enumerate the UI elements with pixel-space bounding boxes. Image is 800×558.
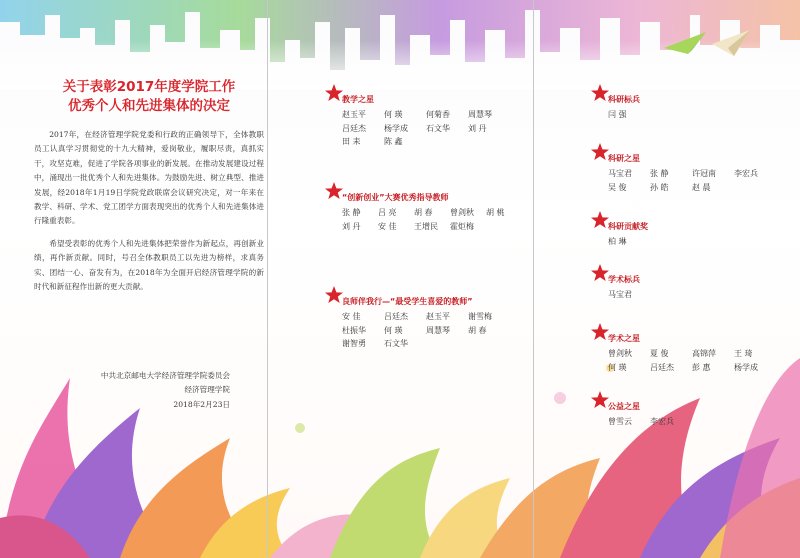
award-name: 闫 强 (608, 110, 627, 119)
award-names (608, 288, 644, 302)
red-star-icon (324, 285, 344, 305)
award-name: 李宏兵 (650, 417, 674, 426)
award-name: 赵玉平 (342, 110, 366, 119)
red-star-icon (324, 181, 344, 201)
signature-block (34, 369, 230, 412)
award-name: 陈 鑫 (384, 137, 403, 146)
award-title: “创新创业”大赛优秀指导教师 (342, 193, 449, 202)
award-title: 教学之星 (342, 95, 374, 104)
award-names (608, 415, 686, 429)
award-name: 高锦萍 (692, 349, 716, 358)
award-name: 赵 晨 (692, 182, 711, 192)
award-name: 胡 春 (414, 208, 433, 217)
signature-org: 中共北京邮电大学经济管理学院委员会 (100, 371, 230, 380)
award-name: 曾剑秋 (450, 208, 474, 217)
award-name: 杨学成 (384, 123, 408, 133)
award-name: 胡 桃 (486, 208, 505, 217)
signature-school: 经济管理学院 (184, 385, 230, 395)
award-name: 安 佳 (342, 312, 361, 321)
award-name: 何菊香 (426, 110, 450, 119)
award-title: 科研标兵 (608, 95, 640, 104)
award-names (342, 310, 504, 351)
award-name: 田 耒 (342, 137, 361, 146)
award-name: 吕廷杰 (650, 362, 674, 372)
red-star-icon (590, 83, 610, 103)
award-name: 谢雪梅 (468, 312, 492, 321)
red-star-icon (590, 322, 610, 342)
award-name: 马宝君 (608, 169, 632, 178)
award-name: 周慧琴 (468, 110, 492, 119)
award-block (330, 92, 504, 149)
award-name: 夏 俊 (650, 349, 669, 358)
award-name: 谢智勇 (342, 339, 366, 348)
award-name: 孙 皓 (650, 182, 669, 192)
award-names (608, 347, 770, 374)
award-name: 赵玉平 (426, 312, 450, 321)
award-name: 张 静 (342, 208, 361, 217)
award-name: 王增民 (414, 221, 438, 231)
award-title: 公益之星 (608, 402, 640, 411)
award-block (330, 190, 516, 233)
award-name: 周慧琴 (426, 325, 450, 335)
decision-body (34, 128, 264, 302)
signature-date: 2018年2月23日 (173, 399, 230, 409)
award-name: 王 琦 (734, 349, 753, 358)
award-names (608, 167, 770, 194)
award-name: 石文华 (426, 123, 450, 133)
award-name: 许冠南 (692, 169, 716, 178)
award-names (608, 108, 644, 122)
award-block (330, 294, 504, 351)
award-title: 科研之星 (608, 154, 640, 163)
award-name: 马宝君 (608, 290, 632, 299)
award-name: 曾雪云 (608, 417, 632, 426)
award-title: 学术标兵 (608, 275, 640, 284)
award-names (342, 108, 504, 149)
award-name: 何 瑛 (384, 325, 403, 335)
award-names (342, 206, 516, 233)
award-name: 李宏兵 (734, 169, 758, 178)
red-star-icon (590, 390, 610, 410)
award-name: 曾剑秋 (608, 349, 632, 358)
paper-plane-icon (662, 26, 752, 66)
award-name: 安 佳 (378, 221, 397, 231)
award-name: 吕廷杰 (342, 123, 366, 133)
decision-title (30, 78, 268, 116)
title-line-1: 关于表彰2017年度学院工作 (62, 79, 236, 95)
award-block (596, 92, 644, 122)
award-name: 刘 丹 (468, 123, 487, 133)
title-line-2: 优秀个人和先进集体的决定 (68, 98, 230, 114)
red-star-icon (590, 142, 610, 162)
award-name: 吕廷杰 (384, 312, 408, 321)
award-name: 吴 俊 (608, 182, 627, 192)
award-block (596, 399, 686, 429)
red-star-icon (590, 210, 610, 230)
award-title: 学术之星 (608, 334, 640, 343)
award-name: 张 静 (650, 169, 669, 178)
award-name: 吕 亮 (378, 208, 397, 217)
panel-fold-line (533, 0, 534, 558)
award-block (596, 151, 770, 194)
award-block (596, 219, 648, 249)
award-block (596, 331, 770, 374)
award-name: 胡 春 (468, 325, 487, 335)
award-title: 科研贡献奖 (608, 222, 648, 231)
award-name: 柏 琳 (608, 237, 627, 246)
award-names (608, 235, 644, 249)
body-paragraph: 2017年，在经济管理学院党委和行政的正确领导下，全体教职员工认真学习贯彻党的十九大精神，爱岗敬业，履职尽责，真抓实干，攻坚克难，促进了学院各项事业的新发展。在推动发展建设过程中，涌现出一批优秀个人和先进集体。为鼓励先进、树立典型、推进发展，经2018年1月19日学院党政联席会议研究决定，对一年来在教学、科研、学术、党工团学方面表现突出的优秀个人和先进集体进行隆重表彰。 (34, 130, 264, 226)
award-block (596, 272, 644, 302)
award-name: 何 瑛 (608, 362, 627, 372)
body-paragraph: 希望受表彰的优秀个人和先进集体把荣誉作为新起点，再创新业绩，再作新贡献。同时，号召全体教职员工以先进为榜样，求真务实、团结一心、奋发有为，在2018年为全面开启经济管理学院的新时代和新征程作出新的更大贡献。 (34, 238, 264, 292)
red-star-icon (590, 263, 610, 283)
award-name: 霍炬梅 (450, 221, 474, 231)
award-name: 杜振华 (342, 325, 366, 335)
award-name: 石文华 (384, 339, 408, 348)
award-name: 杨学成 (734, 362, 758, 372)
award-name: 何 瑛 (384, 110, 403, 119)
award-name: 彭 惠 (692, 362, 711, 372)
red-star-icon (324, 83, 344, 103)
award-name: 刘 丹 (342, 221, 361, 231)
award-title: 良师伴我行—“最受学生喜爱的教师” (342, 297, 473, 306)
